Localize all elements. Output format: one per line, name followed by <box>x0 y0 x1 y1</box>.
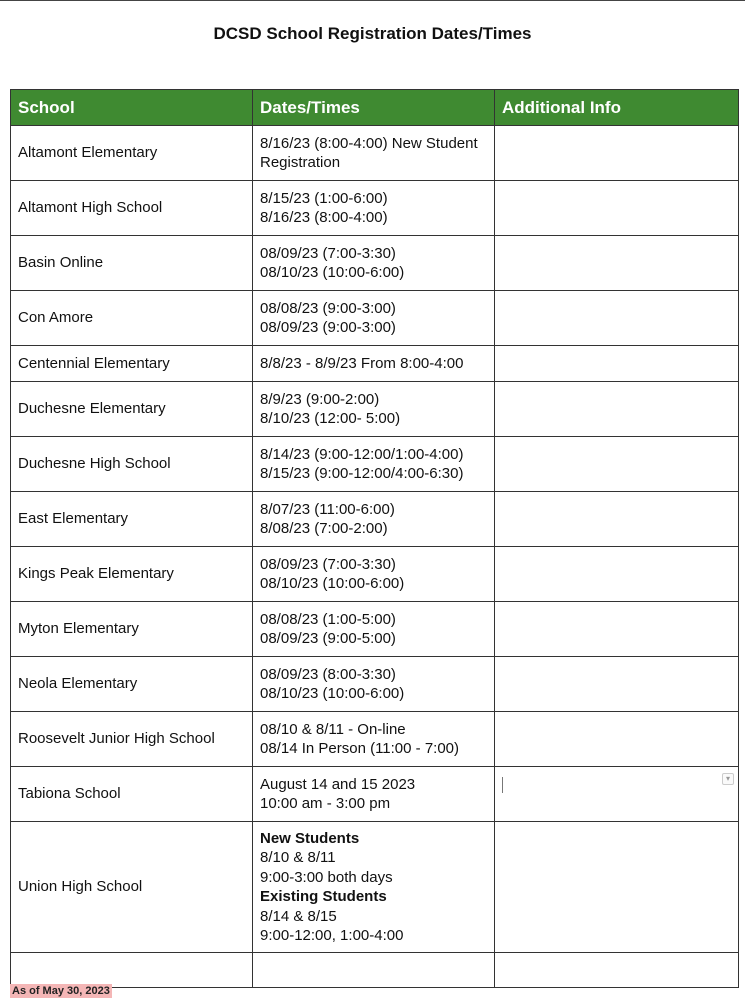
dates-cell[interactable] <box>253 602 495 657</box>
info-cell[interactable] <box>495 602 739 657</box>
date-line: 8/15/23 (9:00-12:00/4:00-6:30) <box>260 465 464 482</box>
date-line: 08/10/23 (10:00-6:00) <box>260 264 405 281</box>
column-header-additional-info: Additional Info <box>495 90 739 126</box>
table-row <box>11 181 739 236</box>
date-line: 8/10/23 (12:00- 5:00) <box>260 410 401 427</box>
date-line: 10:00 am - 3:00 pm <box>260 795 391 812</box>
date-line: August 14 and 15 2023 <box>260 775 416 793</box>
info-cell[interactable] <box>495 953 739 988</box>
page-top-border <box>0 0 745 1</box>
school-cell[interactable]: Centennial Elementary <box>11 346 253 382</box>
dates-cell[interactable] <box>253 953 495 988</box>
info-cell[interactable] <box>495 382 739 437</box>
date-line: 8/15/23 (1:00-6:00) <box>260 189 388 207</box>
school-cell[interactable]: Basin Online <box>11 236 253 291</box>
info-cell[interactable] <box>495 126 739 181</box>
info-cell[interactable] <box>495 767 739 822</box>
date-line: 8/9/23 (9:00-2:00) <box>260 390 380 408</box>
date-line: 8/14 & 8/15 <box>260 907 337 925</box>
registration-table <box>10 89 739 988</box>
dates-cell[interactable] <box>253 437 495 492</box>
school-cell[interactable]: Duchesne Elementary <box>11 382 253 437</box>
dates-cell[interactable] <box>253 767 495 822</box>
table-row <box>11 767 739 822</box>
date-line: 8/07/23 (11:00-6:00) <box>260 500 395 518</box>
school-cell[interactable]: Union High School <box>11 822 253 953</box>
info-cell[interactable] <box>495 437 739 492</box>
school-cell[interactable]: East Elementary <box>11 492 253 547</box>
school-cell[interactable]: Con Amore <box>11 291 253 346</box>
date-line: 8/8/23 - 8/9/23 From 8:00-4:00 <box>260 354 464 372</box>
column-header-dates-times: Dates/Times <box>253 90 495 126</box>
school-cell[interactable]: Duchesne High School <box>11 437 253 492</box>
date-line: 08/09/23 (8:00-3:30) <box>260 665 396 683</box>
table-row <box>11 236 739 291</box>
column-header-school: School <box>11 90 253 126</box>
table-row <box>11 602 739 657</box>
date-line: 08/09/23 (9:00-3:00) <box>260 319 396 336</box>
table-row <box>11 126 739 181</box>
dates-cell[interactable] <box>253 822 495 953</box>
table-row <box>11 437 739 492</box>
school-cell[interactable]: Myton Elementary <box>11 602 253 657</box>
date-line: 8/08/23 (7:00-2:00) <box>260 520 388 537</box>
school-cell[interactable]: Altamont High School <box>11 181 253 236</box>
date-line: 08/10/23 (10:00-6:00) <box>260 575 405 592</box>
date-line: 08/09/23 (9:00-5:00) <box>260 630 396 647</box>
dates-cell[interactable] <box>253 712 495 767</box>
dates-cell[interactable] <box>253 346 495 382</box>
info-cell[interactable] <box>495 822 739 953</box>
document-title: DCSD School Registration Dates/Times <box>213 24 532 43</box>
dates-cell[interactable] <box>253 547 495 602</box>
table-header-row <box>11 90 739 126</box>
date-line: 08/09/23 (7:00-3:30) <box>260 244 396 262</box>
date-line: 8/16/23 (8:00-4:00) New Student Registration <box>260 134 478 171</box>
school-cell[interactable]: Tabiona School <box>11 767 253 822</box>
date-line: 9:00-3:00 both days <box>260 868 393 886</box>
date-line: 08/08/23 (1:00-5:00) <box>260 610 396 628</box>
table-row <box>11 492 739 547</box>
info-cell[interactable] <box>495 236 739 291</box>
dates-cell[interactable] <box>253 291 495 346</box>
date-line: 9:00-12:00, 1:00-4:00 <box>260 927 404 944</box>
date-line: 8/16/23 (8:00-4:00) <box>260 209 388 226</box>
table-row <box>11 346 739 382</box>
dates-cell[interactable] <box>253 126 495 181</box>
school-cell[interactable] <box>11 953 253 988</box>
info-cell[interactable] <box>495 346 739 382</box>
date-line: 08/10/23 (10:00-6:00) <box>260 685 405 702</box>
info-cell[interactable] <box>495 712 739 767</box>
table-row <box>11 822 739 953</box>
info-cell[interactable] <box>495 492 739 547</box>
date-line: 08/10 & 8/11 - On-line <box>260 720 406 738</box>
info-cell[interactable] <box>495 547 739 602</box>
date-line-heading: New Students <box>260 829 360 847</box>
school-cell[interactable]: Kings Peak Elementary <box>11 547 253 602</box>
table-row <box>11 382 739 437</box>
date-line: 08/14 In Person (11:00 - 7:00) <box>260 740 460 757</box>
info-cell[interactable] <box>495 657 739 712</box>
info-cell[interactable] <box>495 181 739 236</box>
school-cell[interactable]: Neola Elementary <box>11 657 253 712</box>
table-row-empty <box>11 953 739 988</box>
school-cell[interactable]: Roosevelt Junior High School <box>11 712 253 767</box>
info-cell[interactable] <box>495 291 739 346</box>
date-line: 8/14/23 (9:00-12:00/1:00-4:00) <box>260 445 464 463</box>
date-line: 8/10 & 8/11 <box>260 849 336 866</box>
dates-cell[interactable] <box>253 236 495 291</box>
dates-cell[interactable] <box>253 657 495 712</box>
table-row <box>11 547 739 602</box>
date-line: 08/08/23 (9:00-3:00) <box>260 299 396 317</box>
date-line-heading: Existing Students <box>260 888 387 905</box>
table-row <box>11 657 739 712</box>
dates-cell[interactable] <box>253 181 495 236</box>
table-row <box>11 712 739 767</box>
date-line: 08/09/23 (7:00-3:30) <box>260 555 396 573</box>
dates-cell[interactable] <box>253 492 495 547</box>
school-cell[interactable]: Altamont Elementary <box>11 126 253 181</box>
table-row <box>11 291 739 346</box>
text-cursor <box>502 777 503 793</box>
dates-cell[interactable] <box>253 382 495 437</box>
as-of-date-note: As of May 30, 2023 <box>12 985 110 997</box>
chevron-down-icon[interactable]: ▾ <box>722 773 734 785</box>
